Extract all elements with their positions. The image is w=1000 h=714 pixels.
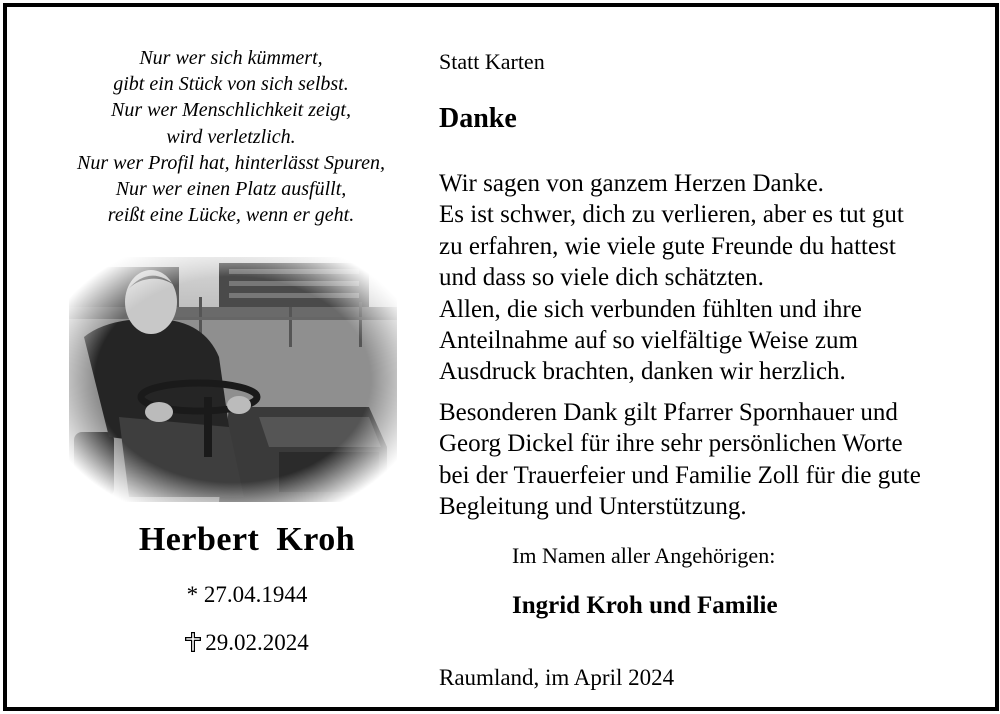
poem: [31, 45, 431, 228]
page-title: Danke: [439, 103, 517, 134]
cross-icon: [185, 632, 201, 652]
message-line: Wir sagen von ganzem Herzen Danke.: [439, 170, 824, 197]
thanks-message: [439, 168, 979, 522]
poem-line: wird verletzlich.: [166, 125, 296, 148]
death-line: [31, 630, 463, 656]
poem-line: Nur wer sich kümmert,: [139, 47, 323, 69]
obituary-card: [3, 3, 999, 711]
poem-line: Nur wer einen Platz ausfüllt,: [115, 178, 347, 201]
message-line: Ausdruck brachten, danken wir herzlich.: [439, 358, 846, 386]
poem-line: gibt ein Stück von sich selbst.: [113, 73, 349, 96]
message-line: Allen, die sich verbunden fühlten und ihre: [439, 295, 862, 323]
message-line: zu erfahren, wie viele gute Freunde du hattest: [439, 232, 896, 260]
in-namen-label: Im Namen aller Angehörigen:: [512, 543, 776, 568]
paragraph-gap: [439, 388, 979, 397]
death-date: 29.02.2024: [205, 630, 309, 655]
birth-line: [31, 582, 463, 608]
family-signature: Ingrid Kroh und Familie: [512, 592, 778, 619]
poem-line: reißt eine Lücke, wenn er geht.: [107, 204, 355, 227]
message-line: Begleitung und Unterstützung.: [439, 493, 747, 521]
portrait-photo: [69, 257, 397, 502]
message-line: bei der Trauerfeier und Familie Zoll für die gute: [439, 461, 921, 489]
place-date: Raumland, im April 2024: [439, 665, 675, 690]
birth-mark: *: [186, 582, 199, 607]
message-line: Es ist schwer, dich zu verlieren, aber es tut gut: [439, 201, 904, 229]
poem-line: Nur wer Menschlichkeit zeigt,: [111, 99, 351, 122]
message-line: Besonderen Dank gilt Pfarrer Spornhauer und: [439, 398, 898, 426]
birth-date: 27.04.1944: [203, 582, 308, 607]
message-line: Georg Dickel für ihre sehr persönlichen Worte: [439, 430, 903, 458]
deceased-name: Herbert Kroh: [138, 521, 356, 558]
message-line: und dass so viele dich schätzten.: [439, 264, 764, 292]
poem-line: Nur wer Profil hat, hinterlässt Spuren,: [77, 151, 385, 174]
statt-karten-label: Statt Karten: [439, 49, 545, 74]
message-line: Anteilnahme auf so vielfältige Weise zum: [439, 327, 858, 355]
